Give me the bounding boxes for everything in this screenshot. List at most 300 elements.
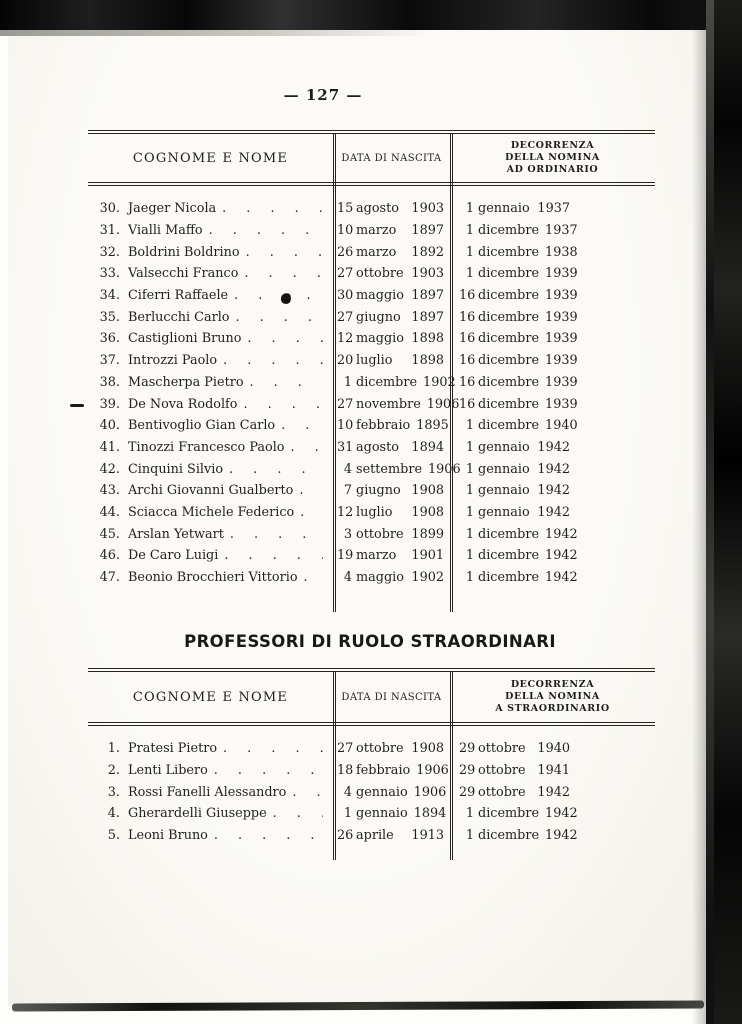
row-number: 5.: [107, 828, 120, 844]
nomination-day: 1: [465, 504, 474, 520]
birth-month: ottobre: [356, 266, 404, 282]
birth-month: giugno: [356, 483, 401, 499]
birth-day: 12: [337, 331, 354, 347]
birth-day: 3: [343, 526, 352, 542]
person-name: De Caro Luigi: [128, 548, 219, 564]
person-name: Introzzi Paolo: [128, 353, 218, 369]
nomination-month: gennaio: [478, 201, 530, 217]
nomination-month: dicembre: [478, 244, 540, 260]
birth-day: 7: [343, 483, 352, 499]
nomination-day: 1: [465, 806, 474, 822]
person-name: Beonio Brocchieri Vittorio: [128, 570, 298, 586]
table-row: [88, 241, 655, 263]
birth-date-cell: [333, 570, 450, 585]
nomination-year: 1939: [545, 266, 578, 282]
name-cell: [88, 548, 333, 563]
birth-year: 1894: [413, 806, 447, 822]
table-body: [88, 726, 655, 846]
name-cell: [88, 741, 333, 756]
row-number: 38.: [99, 374, 120, 390]
nomination-year: 1937: [545, 223, 578, 239]
nomination-date-cell: [450, 548, 655, 563]
nomination-date-cell: [450, 245, 655, 260]
birth-date-cell: [333, 310, 450, 325]
birth-month: giugno: [356, 309, 401, 325]
row-number: 45.: [99, 526, 120, 542]
nomination-year: 1939: [545, 396, 578, 412]
birth-year: 1906: [428, 461, 461, 477]
dot-leaders: [241, 331, 323, 346]
birth-month: maggio: [356, 570, 404, 586]
row-number: 32.: [99, 244, 120, 260]
dot-leaders: [238, 397, 324, 412]
row-number: 37.: [99, 353, 120, 369]
name-cell: [88, 310, 333, 325]
birth-day: 26: [337, 244, 354, 260]
person-name: Cinquini Silvio: [128, 461, 224, 477]
table-row: [88, 738, 655, 760]
nomination-year: 1942: [545, 806, 578, 822]
birth-date-cell: [333, 331, 450, 346]
nomination-day: 29: [459, 741, 476, 757]
table-row: [88, 198, 655, 220]
birth-month: dicembre: [356, 374, 418, 390]
row-number: 46.: [99, 548, 120, 564]
nomination-date-cell: [450, 223, 655, 238]
birth-year: 1898: [411, 331, 444, 347]
name-cell: [88, 763, 333, 778]
nomination-year: 1939: [545, 288, 578, 304]
birth-year: 1892: [411, 244, 444, 260]
nomination-month: gennaio: [478, 439, 530, 455]
row-number: 35.: [99, 309, 120, 325]
birth-year: 1898: [411, 353, 444, 369]
row-number: 47.: [99, 570, 120, 586]
person-name: Boldrini Boldrino: [128, 244, 240, 260]
nomination-day: 29: [459, 784, 476, 800]
row-number: 4.: [107, 806, 120, 822]
header-data-nascita: DATA DI NASCITA: [341, 152, 442, 164]
nomination-day: 1: [465, 418, 474, 434]
name-cell: [88, 418, 333, 433]
table-row: [88, 220, 655, 242]
birth-day: 30: [337, 288, 354, 304]
birth-day: 27: [337, 266, 354, 282]
table-body: [88, 186, 655, 588]
name-cell: [88, 527, 333, 542]
birth-month: ottobre: [356, 526, 404, 542]
header-decorrenza-line: DECORRENZA: [510, 140, 595, 151]
row-number: 36.: [99, 331, 120, 347]
nomination-day: 16: [459, 374, 476, 390]
row-number: 40.: [99, 418, 120, 434]
birth-year: 1902: [423, 374, 456, 390]
dot-leaders: [293, 483, 323, 498]
person-name: Vialli Maffo: [128, 223, 203, 239]
person-name: Rossi Fanelli Alessandro: [128, 784, 287, 800]
name-cell: [88, 266, 333, 281]
nomination-date-cell: [450, 331, 655, 346]
birth-year: 1906: [426, 396, 460, 412]
nomination-month: gennaio: [478, 504, 530, 520]
person-name: Sciacca Michele Federico: [128, 504, 295, 520]
page-number: — 127 —: [283, 86, 363, 104]
row-number: 41.: [99, 439, 120, 455]
header-decorrenza-line: DECORRENZA: [510, 679, 595, 690]
birth-year: 1906: [416, 763, 449, 779]
row-number: 2.: [107, 763, 120, 779]
name-cell: [88, 828, 333, 843]
birth-day: 12: [337, 504, 354, 520]
table-header-row: [88, 134, 655, 186]
table-row: [88, 545, 655, 567]
section-title: PROFESSORI DI RUOLO STRAORDINARI: [184, 632, 556, 651]
birth-month: marzo: [356, 548, 397, 564]
birth-date-cell: [333, 763, 450, 778]
birth-day: 19: [337, 548, 354, 564]
birth-date-cell: [333, 374, 456, 390]
header-decorrenza-line: AD ORDINARIO: [506, 164, 599, 175]
header-data-nascita: DATA DI NASCITA: [341, 691, 442, 703]
birth-date-cell: [333, 245, 450, 260]
table-row: [88, 415, 655, 437]
birth-date-cell: [333, 266, 450, 281]
nomination-year: 1939: [545, 309, 578, 325]
nomination-month: dicembre: [478, 418, 540, 434]
nomination-date-cell: [450, 462, 655, 477]
birth-day: 20: [337, 353, 354, 369]
scan-edge-top: [0, 0, 742, 30]
birth-year: 1908: [411, 741, 444, 757]
birth-day: 18: [337, 763, 354, 779]
birth-year: 1902: [411, 570, 444, 586]
person-name: Arslan Yetwart: [128, 526, 224, 542]
nomination-month: dicembre: [478, 374, 540, 390]
nomination-date-cell: [450, 201, 655, 216]
person-name: Leoni Bruno: [128, 828, 208, 844]
table-row: [88, 523, 655, 545]
table-row: [88, 306, 655, 328]
nomination-date-cell: [450, 785, 655, 800]
birth-year: 1894: [411, 439, 444, 455]
nomination-year: 1940: [545, 418, 578, 434]
nomination-day: 1: [465, 266, 474, 282]
birth-month: agosto: [356, 201, 399, 217]
name-cell: [88, 785, 333, 800]
row-number: 3.: [107, 784, 120, 800]
dot-leaders: [217, 741, 323, 756]
nomination-year: 1937: [537, 201, 570, 217]
birth-day: 27: [337, 309, 354, 325]
birth-date-cell: [333, 223, 450, 238]
nomination-month: dicembre: [478, 266, 540, 282]
row-number: 42.: [99, 461, 120, 477]
row-number: 33.: [99, 266, 120, 282]
nomination-month: dicembre: [478, 353, 540, 369]
birth-year: 1895: [416, 418, 449, 434]
birth-month: gennaio: [356, 806, 408, 822]
margin-dash-mark: [70, 404, 84, 407]
nomination-year: 1939: [545, 374, 578, 390]
birth-month: ottobre: [356, 741, 404, 757]
header-decorrenza: [450, 134, 655, 182]
birth-month: settembre: [356, 461, 423, 477]
nomination-date-cell: [450, 440, 655, 455]
birth-month: novembre: [356, 396, 421, 412]
person-name: Jaeger Nicola: [128, 201, 217, 217]
birth-month: luglio: [356, 504, 393, 520]
nomination-year: 1942: [537, 483, 570, 499]
person-name: Mascherpa Pietro: [128, 374, 244, 390]
nomination-date-cell: [450, 353, 655, 368]
dot-leaders: [218, 548, 323, 563]
nomination-year: 1942: [545, 548, 578, 564]
birth-date-cell: [333, 548, 450, 563]
row-number: 1.: [107, 741, 120, 757]
nomination-year: 1942: [545, 570, 578, 586]
birth-day: 1: [343, 374, 352, 390]
header-decorrenza-line: DELLA NOMINA: [505, 152, 600, 163]
dot-leaders: [275, 418, 323, 433]
table-row: [88, 567, 655, 589]
birth-day: 26: [337, 828, 354, 844]
nomination-day: 1: [465, 439, 474, 455]
person-name: Archi Giovanni Gualberto: [128, 483, 294, 499]
nomination-day: 16: [459, 396, 476, 412]
birth-date-cell: [333, 828, 450, 843]
birth-year: 1897: [411, 223, 444, 239]
nomination-date-cell: [450, 505, 655, 520]
table-column-divider: [450, 672, 453, 860]
nomination-month: dicembre: [478, 396, 540, 412]
birth-year: 1903: [411, 266, 444, 282]
row-number: 39.: [99, 396, 120, 412]
table-row: [88, 328, 655, 350]
table-row: [88, 803, 655, 825]
nomination-month: ottobre: [478, 741, 526, 757]
birth-date-cell: [333, 353, 450, 368]
row-number: 34.: [99, 288, 120, 304]
name-cell: [88, 397, 333, 412]
header-cognome-nome: COGNOME E NOME: [132, 689, 289, 705]
name-cell: [88, 806, 333, 821]
birth-year: 1908: [411, 483, 444, 499]
name-cell: [88, 288, 333, 303]
table-straordinari: [88, 668, 655, 846]
birth-date-cell: [333, 527, 450, 542]
nomination-day: 1: [465, 244, 474, 260]
nomination-day: 1: [465, 201, 474, 217]
header-decorrenza: [450, 672, 655, 722]
birth-year: 1903: [411, 201, 444, 217]
nomination-day: 16: [459, 288, 476, 304]
nomination-year: 1942: [537, 439, 570, 455]
row-number: 43.: [99, 483, 120, 499]
person-name: Berlucchi Carlo: [128, 309, 230, 325]
dot-leaders: [230, 310, 323, 325]
nomination-date-cell: [450, 570, 655, 585]
table-row: [88, 502, 655, 524]
nomination-month: ottobre: [478, 763, 526, 779]
table-row: [88, 263, 655, 285]
person-name: Tinozzi Francesco Paolo: [128, 439, 285, 455]
nomination-day: 1: [465, 570, 474, 586]
dot-leaders: [244, 375, 323, 390]
nomination-year: 1942: [545, 828, 578, 844]
person-name: Gherardelli Giuseppe: [128, 806, 267, 822]
nomination-month: dicembre: [478, 526, 540, 542]
dot-leaders: [224, 527, 323, 542]
birth-date-cell: [333, 201, 450, 216]
name-cell: [88, 331, 333, 346]
nomination-date-cell: [450, 375, 655, 390]
name-cell: [88, 245, 333, 260]
nomination-day: 1: [465, 461, 474, 477]
birth-date-cell: [333, 483, 450, 498]
birth-day: 27: [337, 396, 354, 412]
nomination-date-cell: [450, 806, 655, 821]
birth-year: 1901: [411, 548, 444, 564]
nomination-month: gennaio: [478, 461, 530, 477]
nomination-month: ottobre: [478, 784, 526, 800]
dot-leaders: [298, 570, 323, 585]
birth-year: 1906: [413, 784, 447, 800]
table-ordinari: [88, 130, 655, 588]
nomination-day: 16: [459, 353, 476, 369]
nomination-day: 1: [465, 526, 474, 542]
dot-leaders: [217, 353, 323, 368]
nomination-month: dicembre: [478, 288, 540, 304]
name-cell: [88, 570, 333, 585]
nomination-month: dicembre: [478, 806, 540, 822]
birth-date-cell: [333, 505, 450, 520]
birth-month: agosto: [356, 439, 399, 455]
birth-date-cell: [333, 440, 450, 455]
name-cell: [88, 353, 333, 368]
nomination-year: 1942: [537, 461, 570, 477]
table-header-row: [88, 672, 655, 726]
nomination-day: 16: [459, 331, 476, 347]
nomination-day: 16: [459, 309, 476, 325]
nomination-month: dicembre: [478, 828, 540, 844]
birth-month: maggio: [356, 288, 404, 304]
nomination-year: 1942: [537, 784, 570, 800]
birth-date-cell: [333, 396, 460, 412]
table-row: [88, 372, 655, 394]
birth-month: maggio: [356, 331, 404, 347]
birth-month: luglio: [356, 353, 393, 369]
nomination-day: 1: [465, 548, 474, 564]
nomination-date-cell: [450, 397, 655, 412]
nomination-year: 1940: [537, 741, 570, 757]
birth-year: 1899: [411, 526, 444, 542]
table-row: [88, 781, 655, 803]
nomination-day: 29: [459, 763, 476, 779]
nomination-year: 1942: [545, 526, 578, 542]
name-cell: [88, 483, 333, 498]
nomination-date-cell: [450, 288, 655, 303]
table-column-divider: [450, 134, 453, 612]
nomination-date-cell: [450, 266, 655, 281]
nomination-date-cell: [450, 527, 655, 542]
birth-date-cell: [333, 461, 461, 477]
birth-year: 1897: [411, 309, 444, 325]
birth-day: 27: [337, 741, 354, 757]
nomination-year: 1942: [537, 504, 570, 520]
person-name: Valsecchi Franco: [128, 266, 239, 282]
nomination-month: dicembre: [478, 548, 540, 564]
birth-month: gennaio: [356, 784, 408, 800]
birth-month: marzo: [356, 244, 397, 260]
header-cognome-nome: COGNOME E NOME: [132, 150, 289, 166]
name-cell: [88, 505, 333, 520]
header-decorrenza-line: A STRAORDINARIO: [495, 703, 610, 714]
row-number: 30.: [99, 201, 120, 217]
nomination-year: 1941: [537, 763, 570, 779]
person-name: Pratesi Pietro: [128, 741, 218, 757]
nomination-year: 1938: [545, 244, 578, 260]
birth-date-cell: [333, 288, 450, 303]
nomination-year: 1939: [545, 353, 578, 369]
birth-date-cell: [333, 741, 450, 756]
nomination-date-cell: [450, 763, 655, 778]
nomination-month: dicembre: [478, 570, 540, 586]
nomination-month: dicembre: [478, 223, 540, 239]
nomination-date-cell: [450, 741, 655, 756]
birth-month: febbraio: [356, 418, 411, 434]
name-cell: [88, 440, 333, 455]
birth-day: 15: [337, 201, 354, 217]
birth-date-cell: [333, 418, 450, 433]
birth-day: 10: [337, 418, 354, 434]
row-number: 31.: [99, 223, 120, 239]
birth-year: 1897: [411, 288, 444, 304]
table-row: [88, 480, 655, 502]
table-row: [88, 437, 655, 459]
nomination-day: 1: [465, 828, 474, 844]
person-name: Ciferri Raffaele: [128, 288, 229, 304]
dot-leaders: [240, 245, 323, 260]
dot-leaders: [203, 223, 323, 238]
nomination-date-cell: [450, 828, 655, 843]
dot-leaders: [238, 266, 323, 281]
table-row: [88, 393, 655, 415]
nomination-month: gennaio: [478, 483, 530, 499]
table-column-divider: [333, 134, 336, 612]
person-name: Castiglioni Bruno: [128, 331, 242, 347]
dot-leaders: [216, 201, 323, 216]
table-row: [88, 285, 655, 307]
birth-month: aprile: [356, 828, 394, 844]
nomination-month: dicembre: [478, 309, 540, 325]
dot-leaders: [286, 785, 323, 800]
name-cell: [88, 462, 333, 477]
name-cell: [88, 201, 333, 216]
birth-day: 4: [343, 461, 352, 477]
table-column-divider: [333, 672, 336, 860]
name-cell: [88, 223, 333, 238]
birth-day: 10: [337, 223, 354, 239]
birth-day: 4: [343, 570, 352, 586]
birth-year: 1908: [411, 504, 444, 520]
person-name: Bentivoglio Gian Carlo: [128, 418, 276, 434]
birth-day: 1: [343, 806, 352, 822]
dot-leaders: [228, 288, 323, 303]
dot-leaders: [223, 462, 323, 477]
table-row: [88, 825, 655, 847]
table-row: [88, 458, 655, 480]
birth-month: febbraio: [356, 763, 411, 779]
